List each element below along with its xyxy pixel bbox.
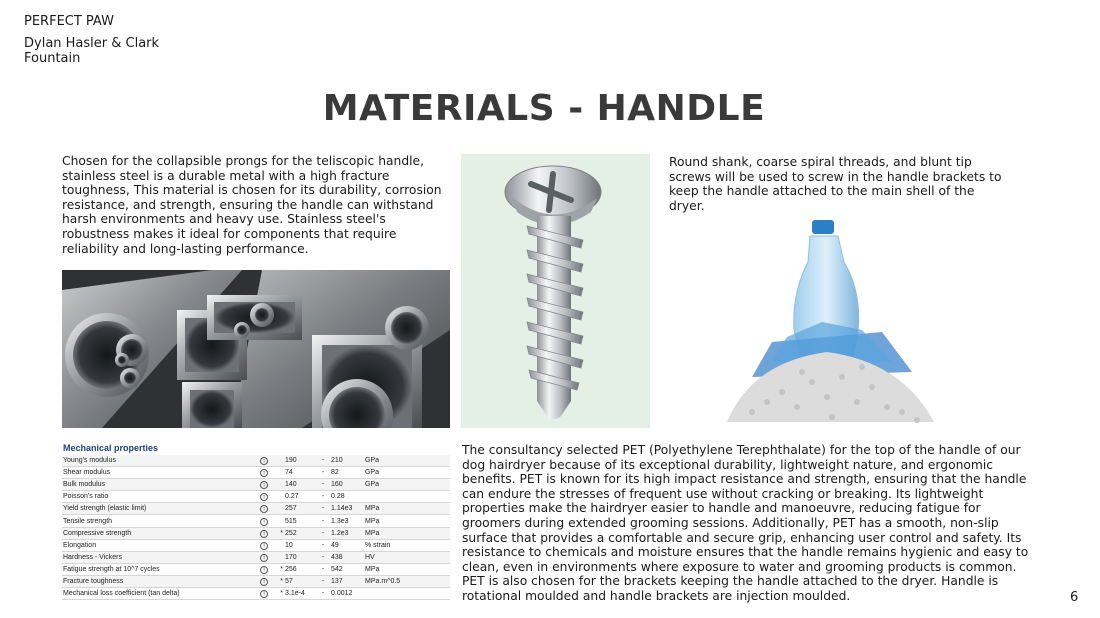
property-low-value: 515 <box>284 515 316 527</box>
property-low-value: 74 <box>284 467 316 479</box>
property-unit: GPa <box>364 467 450 479</box>
authors: Dylan Hasler & Clark Fountain <box>24 36 160 66</box>
property-high-value: 1.2e3 <box>330 527 364 539</box>
info-cell <box>254 563 274 575</box>
info-icon[interactable]: i <box>260 505 268 513</box>
slide-title: MATERIALS - HANDLE <box>322 88 766 129</box>
property-unit: % strain <box>364 539 450 551</box>
info-cell <box>254 575 274 587</box>
approx-marker: * <box>274 527 284 539</box>
screw-description: Round shank, coarse spiral threads, and blunt tip screws will be used to screw in the handle brackets to keep the handle attached to the main shell of the dryer. <box>669 155 1002 213</box>
property-low-value: 57 <box>284 575 316 587</box>
info-icon[interactable]: i <box>260 518 268 526</box>
range-dash: - <box>316 539 330 551</box>
table-row <box>62 467 450 479</box>
approx-marker: * <box>274 563 284 575</box>
table-row <box>62 539 450 551</box>
approx-marker: * <box>274 588 284 600</box>
info-icon[interactable]: i <box>260 530 268 538</box>
table-row <box>62 575 450 587</box>
property-high-value: 438 <box>330 551 364 563</box>
range-dash: - <box>316 479 330 491</box>
property-unit: MPa.m^0.5 <box>364 575 450 587</box>
table-row <box>62 503 450 515</box>
brand-name: PERFECT PAW <box>24 14 114 29</box>
approx-marker <box>274 551 284 563</box>
property-high-value: 0.0012 <box>330 588 364 600</box>
property-unit: MPa <box>364 527 450 539</box>
property-high-value: 542 <box>330 563 364 575</box>
info-icon[interactable]: i <box>260 481 268 489</box>
property-unit: MPa <box>364 563 450 575</box>
property-unit <box>364 588 450 600</box>
property-low-value: 0.27 <box>284 491 316 503</box>
table-row <box>62 479 450 491</box>
property-unit: GPa <box>364 479 450 491</box>
properties-table <box>62 455 450 600</box>
property-low-value: 257 <box>284 503 316 515</box>
property-name: Yield strength (elastic limit) <box>62 503 254 515</box>
info-cell <box>254 588 274 600</box>
range-dash: - <box>316 491 330 503</box>
info-cell <box>254 515 274 527</box>
approx-marker <box>274 539 284 551</box>
range-dash: - <box>316 563 330 575</box>
table-row <box>62 527 450 539</box>
property-high-value: 1.3e3 <box>330 515 364 527</box>
property-high-value: 82 <box>330 467 364 479</box>
property-name: Mechanical loss coefficient (tan delta) <box>62 588 254 600</box>
property-name: Young's modulus <box>62 455 254 467</box>
stainless-steel-description: Chosen for the collapsible prongs for the teliscopic handle, stainless steel is a durable metal with a high fracture toughness, This material is chosen for its durability, corrosion resistance, and strength, ensuring the handle can withstand harsh environments and heavy use. Stainless steel's robustness makes it ideal for components that require reliability and long-lasting performance. <box>62 154 442 256</box>
property-name: Poisson's ratio <box>62 491 254 503</box>
property-name: Elongation <box>62 539 254 551</box>
mechanical-properties-heading: Mechanical properties <box>63 443 159 453</box>
mechanical-properties-table <box>62 442 450 600</box>
info-cell <box>254 539 274 551</box>
range-dash: - <box>316 467 330 479</box>
info-icon[interactable]: i <box>260 542 268 550</box>
info-icon[interactable]: i <box>260 566 268 574</box>
info-icon[interactable]: i <box>260 457 268 465</box>
property-name: Hardness - Vickers <box>62 551 254 563</box>
property-name: Shear modulus <box>62 467 254 479</box>
info-cell <box>254 479 274 491</box>
property-high-value: 137 <box>330 575 364 587</box>
pet-description: The consultancy selected PET (Polyethylene Terephthalate) for the top of the handle of our dog hairdryer because of its exceptional durability, lightweight nature, and ergonomic benefits. PET is known for its high impact resistance and strength, ensuring that the handle can endure the stresses of frequent use without cracking or breaking. Its lightweight properties make the hairdryer easier to handle and manoeuvre, reducing fatigue for groomers during extended grooming sessions. Additionally, PET has a smooth, non-slip surface that provides a comfortable and secure grip, enhancing user control and safety. Its resistance to chemicals and moisture ensures that the handle remains hygienic and easy to clean, even in environments where exposure to water and grooming products is common. PET is also chosen for the brackets keeping the handle attached to the dryer. Handle is rotational moulded and handle brackets are injection moulded. <box>462 443 1029 603</box>
property-unit: GPa <box>364 455 450 467</box>
range-dash: - <box>316 515 330 527</box>
table-row <box>62 455 450 467</box>
property-high-value: 49 <box>330 539 364 551</box>
table-row <box>62 491 450 503</box>
property-name: Tensile strength <box>62 515 254 527</box>
property-name: Fracture toughness <box>62 575 254 587</box>
property-low-value: 140 <box>284 479 316 491</box>
property-unit: MPa <box>364 503 450 515</box>
approx-marker <box>274 515 284 527</box>
range-dash: - <box>316 551 330 563</box>
info-icon[interactable]: i <box>260 590 268 598</box>
property-low-value: 170 <box>284 551 316 563</box>
property-low-value: 256 <box>284 563 316 575</box>
property-low-value: 10 <box>284 539 316 551</box>
info-icon[interactable]: i <box>260 469 268 477</box>
range-dash: - <box>316 455 330 467</box>
approx-marker <box>274 479 284 491</box>
page-number: 6 <box>1070 590 1079 605</box>
property-high-value: 0.28 <box>330 491 364 503</box>
property-name: Fatigue strength at 10^7 cycles <box>62 563 254 575</box>
property-high-value: 210 <box>330 455 364 467</box>
pet-bottle-pellets-image <box>712 212 942 432</box>
property-unit: HV <box>364 551 450 563</box>
approx-marker <box>274 491 284 503</box>
property-low-value: 190 <box>284 455 316 467</box>
info-cell <box>254 551 274 563</box>
table-row <box>62 563 450 575</box>
table-row <box>62 515 450 527</box>
property-unit <box>364 491 450 503</box>
property-high-value: 1.14e3 <box>330 503 364 515</box>
range-dash: - <box>316 527 330 539</box>
range-dash: - <box>316 588 330 600</box>
range-dash: - <box>316 575 330 587</box>
property-low-value: 252 <box>284 527 316 539</box>
range-dash: - <box>316 503 330 515</box>
info-cell <box>254 527 274 539</box>
property-high-value: 160 <box>330 479 364 491</box>
property-low-value: 3.1e-4 <box>284 588 316 600</box>
approx-marker: * <box>274 575 284 587</box>
table-row <box>62 588 450 600</box>
table-row <box>62 551 450 563</box>
info-icon[interactable]: i <box>260 554 268 562</box>
stainless-steel-pipes-image <box>62 270 450 428</box>
info-cell <box>254 455 274 467</box>
property-name: Compressive strength <box>62 527 254 539</box>
approx-marker <box>274 455 284 467</box>
info-cell <box>254 491 274 503</box>
info-icon[interactable]: i <box>260 578 268 586</box>
approx-marker <box>274 503 284 515</box>
info-icon[interactable]: i <box>260 493 268 501</box>
property-name: Bulk modulus <box>62 479 254 491</box>
approx-marker <box>274 467 284 479</box>
screw-image <box>461 154 650 428</box>
info-cell <box>254 467 274 479</box>
info-cell <box>254 503 274 515</box>
property-unit: MPa <box>364 515 450 527</box>
